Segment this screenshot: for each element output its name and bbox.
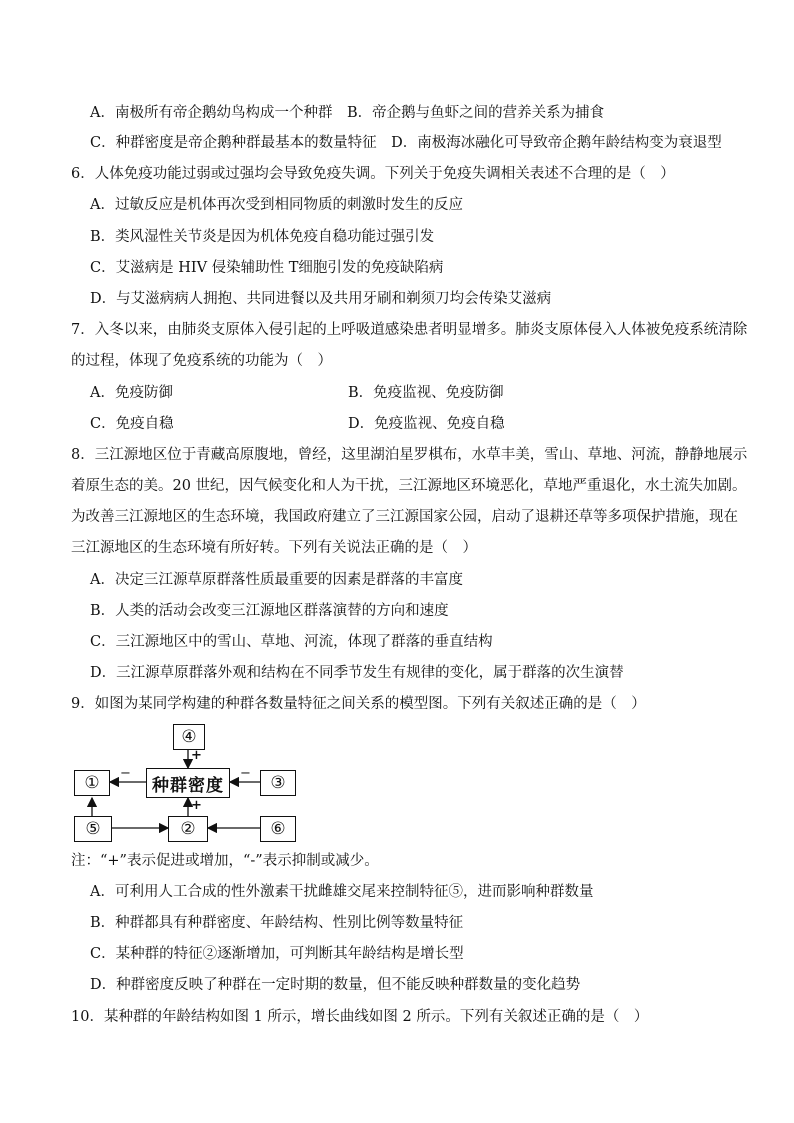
population-model-diagram [70,722,310,844]
q7-option-c: C．免疫自稳 [90,416,174,432]
node-population-density: 种群密度 [146,768,230,798]
q8-stem-line1: 8．三江源地区位于青藏高原腹地，曾经，这里湖泊星罗棋布，水草丰美，雪山、草地、河流，静静地展示 [71,447,748,463]
q8-stem-line3: 为改善三江源地区的生态环境，我国政府建立了三江源国家公园，启动了退耕还草等多项保护措施，现在 [71,509,738,525]
q7-option-d: D．免疫监视、免疫自稳 [348,416,505,432]
q10-stem: 10．某种群的年龄结构如图 1 所示，增长曲线如图 2 所示。下列有关叙述正确的是（ ） [71,1009,649,1025]
q9-option-d: D．种群密度反映了种群在一定时期的数量，但不能反映种群数量的变化趋势 [90,977,581,993]
q5-option-a: A．南极所有帝企鹅幼鸟构成一个种群 [90,105,333,121]
q8-stem-line4: 三江源地区的生态环境有所好转。下列有关说法正确的是（ ） [71,540,477,556]
node-4: ④ [173,724,205,750]
node-2: ② [168,816,208,842]
q9-option-c: C．某种群的特征②逐渐增加，可判断其年龄结构是增长型 [90,946,464,962]
minus-sign-left: − [120,766,131,781]
plus-sign-top: + [191,748,202,763]
q6-option-c: C．艾滋病是 HIV 侵染辅助性 T细胞引发的免疫缺陷病 [90,260,444,276]
q9-option-b: B．种群都具有种群密度、年龄结构、性别比例等数量特征 [90,915,464,931]
q6-option-a: A．过敏反应是机体再次受到相同物质的刺激时发生的反应 [90,197,463,213]
q8-option-c: C．三江源地区中的雪山、草地、河流，体现了群落的垂直结构 [90,634,493,650]
minus-sign-right: − [240,766,251,781]
q6-option-b: B．类风湿性关节炎是因为机体免疫自稳功能过强引发 [90,229,435,245]
q8-option-b: B．人类的活动会改变三江源地区群落演替的方向和速度 [90,603,449,619]
q8-option-a: A．决定三江源草原群落性质最重要的因素是群落的丰富度 [90,572,463,588]
q7-option-b: B．免疫监视、免疫防御 [348,385,504,401]
q7-option-a: A．免疫防御 [90,385,173,401]
q8-stem-line2: 着原生态的美。20 世纪，因气候变化和人为干扰，三江源地区环境恶化，草地严重退化，水土流失加剧。 [71,478,747,494]
q9-note: 注：“+”表示促进或增加，“-”表示抑制或减少。 [71,853,379,869]
q7-stem-line2: 的过程，体现了免疫系统的功能为（ ） [71,353,332,369]
q8-option-d: D．三江源草原群落外观和结构在不同季节发生有规律的变化，属于群落的次生演替 [90,665,624,681]
q9-option-a: A．可利用人工合成的性外激素干扰雌雄交尾来控制特征⑤，进而影响种群数量 [90,884,594,900]
q6-stem: 6．人体免疫功能过弱或过强均会导致免疫失调。下列关于免疫失调相关表述不合理的是（ ） [71,166,675,182]
q5-options-cd: C．种群密度是帝企鹅种群最基本的数量特征 D．南极海冰融化可导致帝企鹅年龄结构变为衰退型 [90,135,722,151]
q5-option-b: B．帝企鹅与鱼虾之间的营养关系为捕食 [347,105,605,121]
node-6: ⑥ [260,816,296,842]
q7-stem-line1: 7．入冬以来，由肺炎支原体入侵引起的上呼吸道感染患者明显增多。肺炎支原体侵入人体被免疫系统清除 [71,322,748,338]
node-5: ⑤ [74,816,112,842]
q9-stem: 9．如图为某同学构建的种群各数量特征之间关系的模型图。下列有关叙述正确的是（ ） [71,696,646,712]
q6-option-d: D．与艾滋病病人拥抱、共同进餐以及共用牙刷和剃须刀均会传染艾滋病 [90,291,552,307]
node-3: ③ [260,770,296,796]
plus-sign-bottom: + [191,798,202,813]
node-1: ① [74,770,110,796]
